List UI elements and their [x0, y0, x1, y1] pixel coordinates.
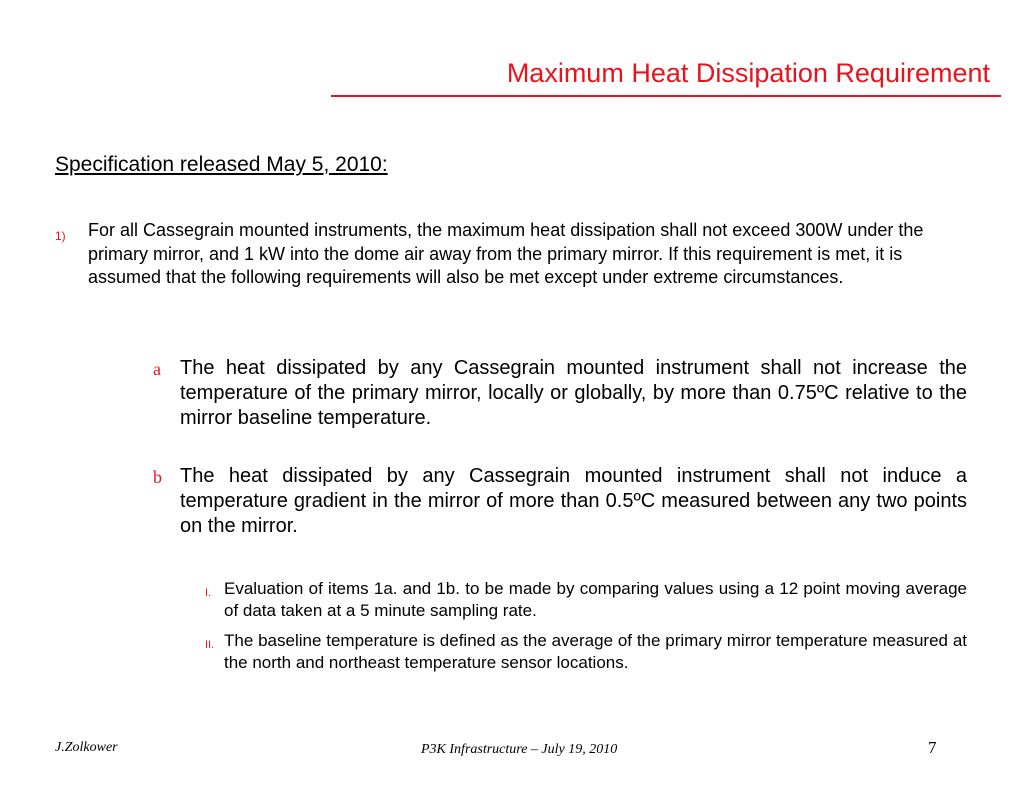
- list-item-text: The heat dissipated by any Cassegrain mounted instrument shall not increase the temperature of the primary mirror, locally or globally, by more than 0.75ºC relative to the mirror baseline temperature.: [180, 357, 967, 429]
- list-marker: 1): [55, 229, 66, 243]
- list-marker: a: [153, 359, 161, 379]
- list-item-1b: [153, 464, 967, 539]
- list-item-text: The baseline temperature is defined as the average of the primary mirror temperature measured at the north and northeast temperature sensor locations.: [224, 631, 967, 672]
- list-item-1: [55, 219, 970, 290]
- footer-author: J.Zolkower: [55, 740, 118, 755]
- list-item-text: The heat dissipated by any Cassegrain mounted instrument shall not induce a temperature gradient in the mirror of more than 0.5ºC measured between any two points on the mirror.: [180, 465, 967, 537]
- footer-title: P3K Infrastructure – July 19, 2010: [421, 742, 618, 757]
- page-number: 7: [928, 738, 937, 757]
- spec-heading: Specification released May 5, 2010:: [55, 153, 388, 176]
- list-item-text: Evaluation of items 1a. and 1b. to be made by comparing values using a 12 point moving average of data taken at a 5 minute sampling rate.: [224, 579, 967, 620]
- list-marker: b: [153, 467, 162, 487]
- list-item-text: For all Cassegrain mounted instruments, the maximum heat dissipation shall not exceed 300W under the primary mirror, and 1 kW into the dome air away from the primary mirror. If this requirement is met, it is assumed that the following requirements will also be met except under extreme circumstances.: [88, 220, 924, 287]
- slide-title: Maximum Heat Dissipation Requirement: [506, 58, 990, 88]
- list-item-1a: [153, 356, 967, 431]
- title-underline: [331, 95, 1001, 97]
- list-item-note-i: [205, 578, 967, 622]
- list-marker: I.: [205, 587, 212, 599]
- list-marker: II.: [205, 639, 215, 651]
- list-item-note-ii: [205, 630, 967, 674]
